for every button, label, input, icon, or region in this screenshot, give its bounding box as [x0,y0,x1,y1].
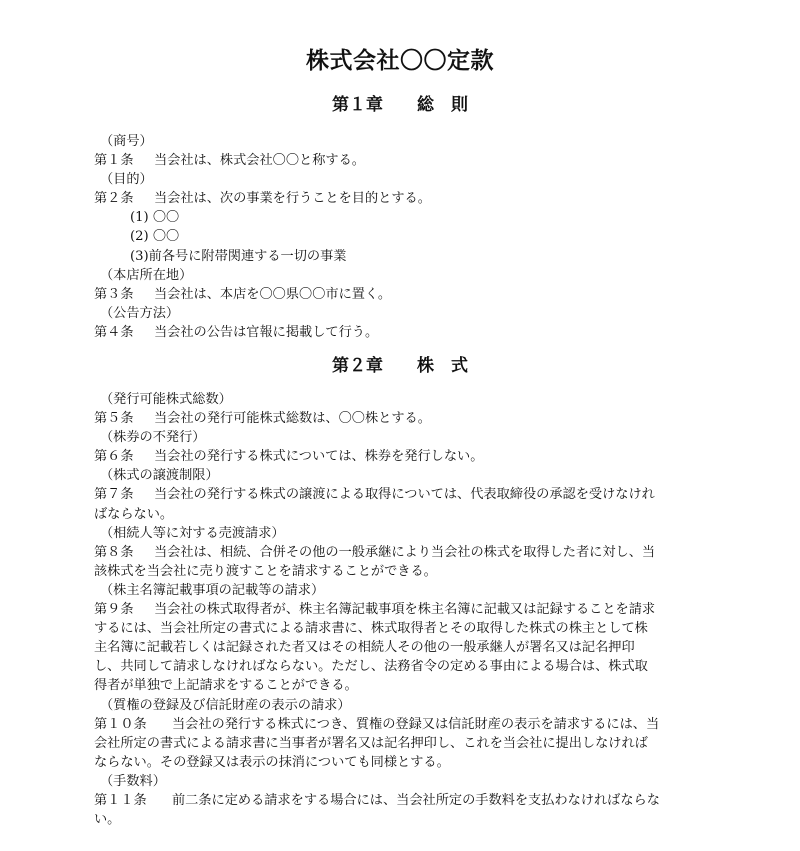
chapter-2-heading: 第２章 株 式 [332,356,468,376]
article-line [94,485,708,504]
article-heading: （公告方法） [100,305,180,321]
article-line [94,447,708,466]
article-text: 当会社の発行する株式については、株券を発行しない。 [154,449,484,465]
article-text-continuation: ばならない。 [94,506,174,522]
article-text-continuation: ならない。その登録又は表示の抹消についても同様とする。 [94,754,450,770]
article-number: 第１条 [94,153,134,169]
article-line [94,791,708,810]
article-heading: （株式の譲渡制限） [100,468,219,484]
article-text-continuation: 該株式を当会社に売り渡すことを請求することができる。 [94,563,437,579]
article-number: 第３条 [94,286,134,302]
article-text: 当会社は、相続、合併その他の一般承継により当会社の株式を取得した者に対し、当 [154,544,656,560]
article-line [94,600,708,619]
article-number: 第５条 [94,411,134,427]
list-item: (2) 〇〇 [130,229,180,245]
document-title: 株式会社〇〇定款 [306,47,494,74]
article-line [94,543,708,562]
article-heading: （目的） [100,172,153,188]
article-number: 第４条 [94,324,134,340]
article-text: 当会社の発行する株式につき、質権の登録又は信託財産の表示を請求するには、当 [172,716,660,732]
chapter-1-body [94,132,708,342]
article-line [94,151,708,170]
chapter-1-heading: 第１章 総 則 [332,95,468,115]
article-text-continuation: し、共同して請求しなければならない。ただし、法務省令の定める事由による場合は、株式取 [94,659,648,675]
article-heading: （本店所在地） [100,267,193,283]
article-number: 第７条 [94,487,134,503]
chapter-2-body [94,390,708,829]
article-text: 前二条に定める請求をする場合には、当会社所定の手数料を支払わなければならな [172,792,660,808]
article-text: 当会社は、株式会社〇〇と称する。 [154,153,365,169]
article-heading: （発行可能株式総数） [100,392,232,407]
article-line [94,409,708,428]
article-text: 当会社は、次の事業を行うことを目的とする。 [154,191,431,207]
article-heading: （商号） [100,134,153,149]
list-item: (3)前各号に附帯関連する一切の事業 [130,248,347,264]
article-text-continuation: 得者が単独で上記請求をすることができる。 [94,678,358,694]
article-text-continuation: い。 [94,812,121,828]
article-text: 当会社の公告は官報に掲載して行う。 [154,324,379,340]
article-text: 当会社の発行可能株式総数は、〇〇株とする。 [154,411,431,427]
article-heading: （質権の登録及び信託財産の表示の請求） [100,697,351,713]
article-text: 当会社の発行する株式の譲渡による取得については、代表取締役の承認を受けなけれ [154,487,655,503]
article-line [94,715,708,734]
article-number: 第２条 [94,191,134,207]
article-line [94,323,708,342]
article-heading: （株券の不発行） [100,430,206,446]
article-number: 第６条 [94,449,134,465]
article-heading: （相続人等に対する売渡請求） [100,525,285,541]
list-item: (1) 〇〇 [130,210,180,226]
article-number: 第８条 [94,544,134,560]
article-text-continuation: するには、当会社所定の書式による請求書に、株式取得者とその取得した株式の株主として株 [94,621,648,637]
article-heading: （手数料） [100,773,166,789]
article-number: 第１１条 [94,792,147,808]
article-line [94,189,708,208]
article-number: 第１０条 [94,716,147,732]
article-text-continuation: 主名簿に記載若しくは記録された者又はその相続人その他の一般承継人が署名又は記名押印 [94,640,635,656]
article-line [94,285,708,304]
article-text: 当会社の株式取得者が、株主名簿記載事項を株主名簿に記載又は記録することを請求 [154,602,656,618]
article-heading: （株主名簿記載事項の記載等の請求） [100,582,325,598]
article-number: 第９条 [94,602,134,618]
article-text: 当会社は、本店を〇〇県〇〇市に置く。 [154,286,392,302]
article-text-continuation: 会社所定の書式による請求書に当事者が署名又は記名押印し、これを当会社に提出しなければ [94,735,648,751]
